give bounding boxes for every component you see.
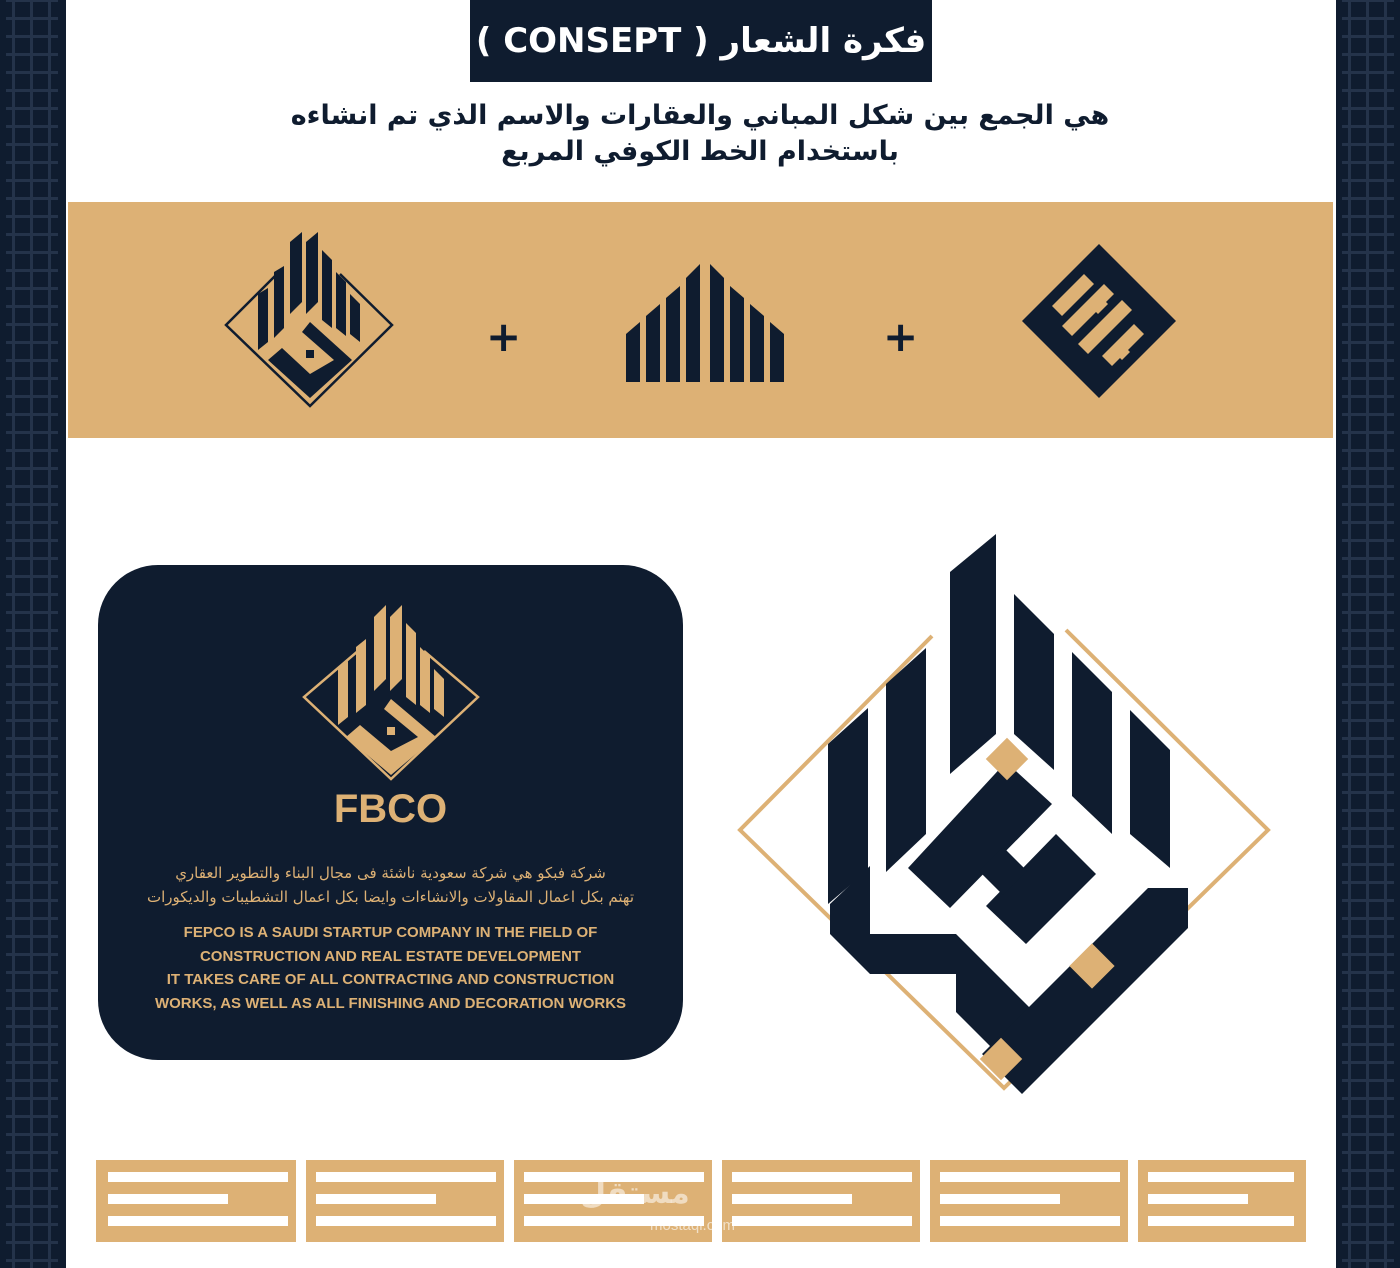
watermark-logo: مستقل (580, 1176, 690, 1211)
card-english-line-4: WORKS, AS WELL AS ALL FINISHING AND DECORATION WORKS (154, 994, 627, 1012)
brand-name: FBCO (333, 787, 448, 831)
card-english-description (118, 921, 663, 1015)
card-arabic-line-1: شركة فبكو هي شركة سعودية ناشئة فى مجال البناء والتطوير العقاري (175, 864, 606, 882)
plus-operator-2: + (883, 312, 919, 361)
card-logo-icon (300, 605, 482, 781)
kufic-name-icon (1022, 244, 1176, 398)
concept-description (150, 98, 1250, 170)
card-arabic-line-2: تهتم بكل اعمال المقاولات والانشاءات وايضا بكل اعمال التشطيبات والديكورات (146, 888, 635, 906)
concept-description-line-1: هي الجمع بين شكل المباني والعقارات والاسم الذي تم انشاءه (290, 100, 1110, 131)
right-kufic-border-pattern (1342, 0, 1394, 1268)
left-kufic-border-pattern (6, 0, 58, 1268)
combined-logo-icon (222, 232, 398, 408)
building-icon (626, 258, 784, 382)
card-english-line-3: IT TAKES CARE OF ALL CONTRACTING AND CONSTRUCTION (166, 971, 615, 988)
watermark-url: mostaql.com (650, 1217, 736, 1234)
page-title (470, 0, 932, 82)
card-english-line-1: FEPCO IS A SAUDI STARTUP COMPANY IN THE FIELD OF (183, 924, 598, 941)
card-arabic-description (118, 861, 663, 909)
business-card (98, 565, 683, 1060)
main-logo-icon (736, 534, 1272, 1090)
plus-operator-1: + (486, 312, 522, 361)
card-english-line-2: CONSTRUCTION AND REAL ESTATE DEVELOPMENT (199, 947, 582, 965)
page-title-text: فكرة الشعار ( CONSEPT ) (475, 21, 927, 61)
concept-description-line-2: باستخدام الخط الكوفي المربع (501, 136, 899, 167)
